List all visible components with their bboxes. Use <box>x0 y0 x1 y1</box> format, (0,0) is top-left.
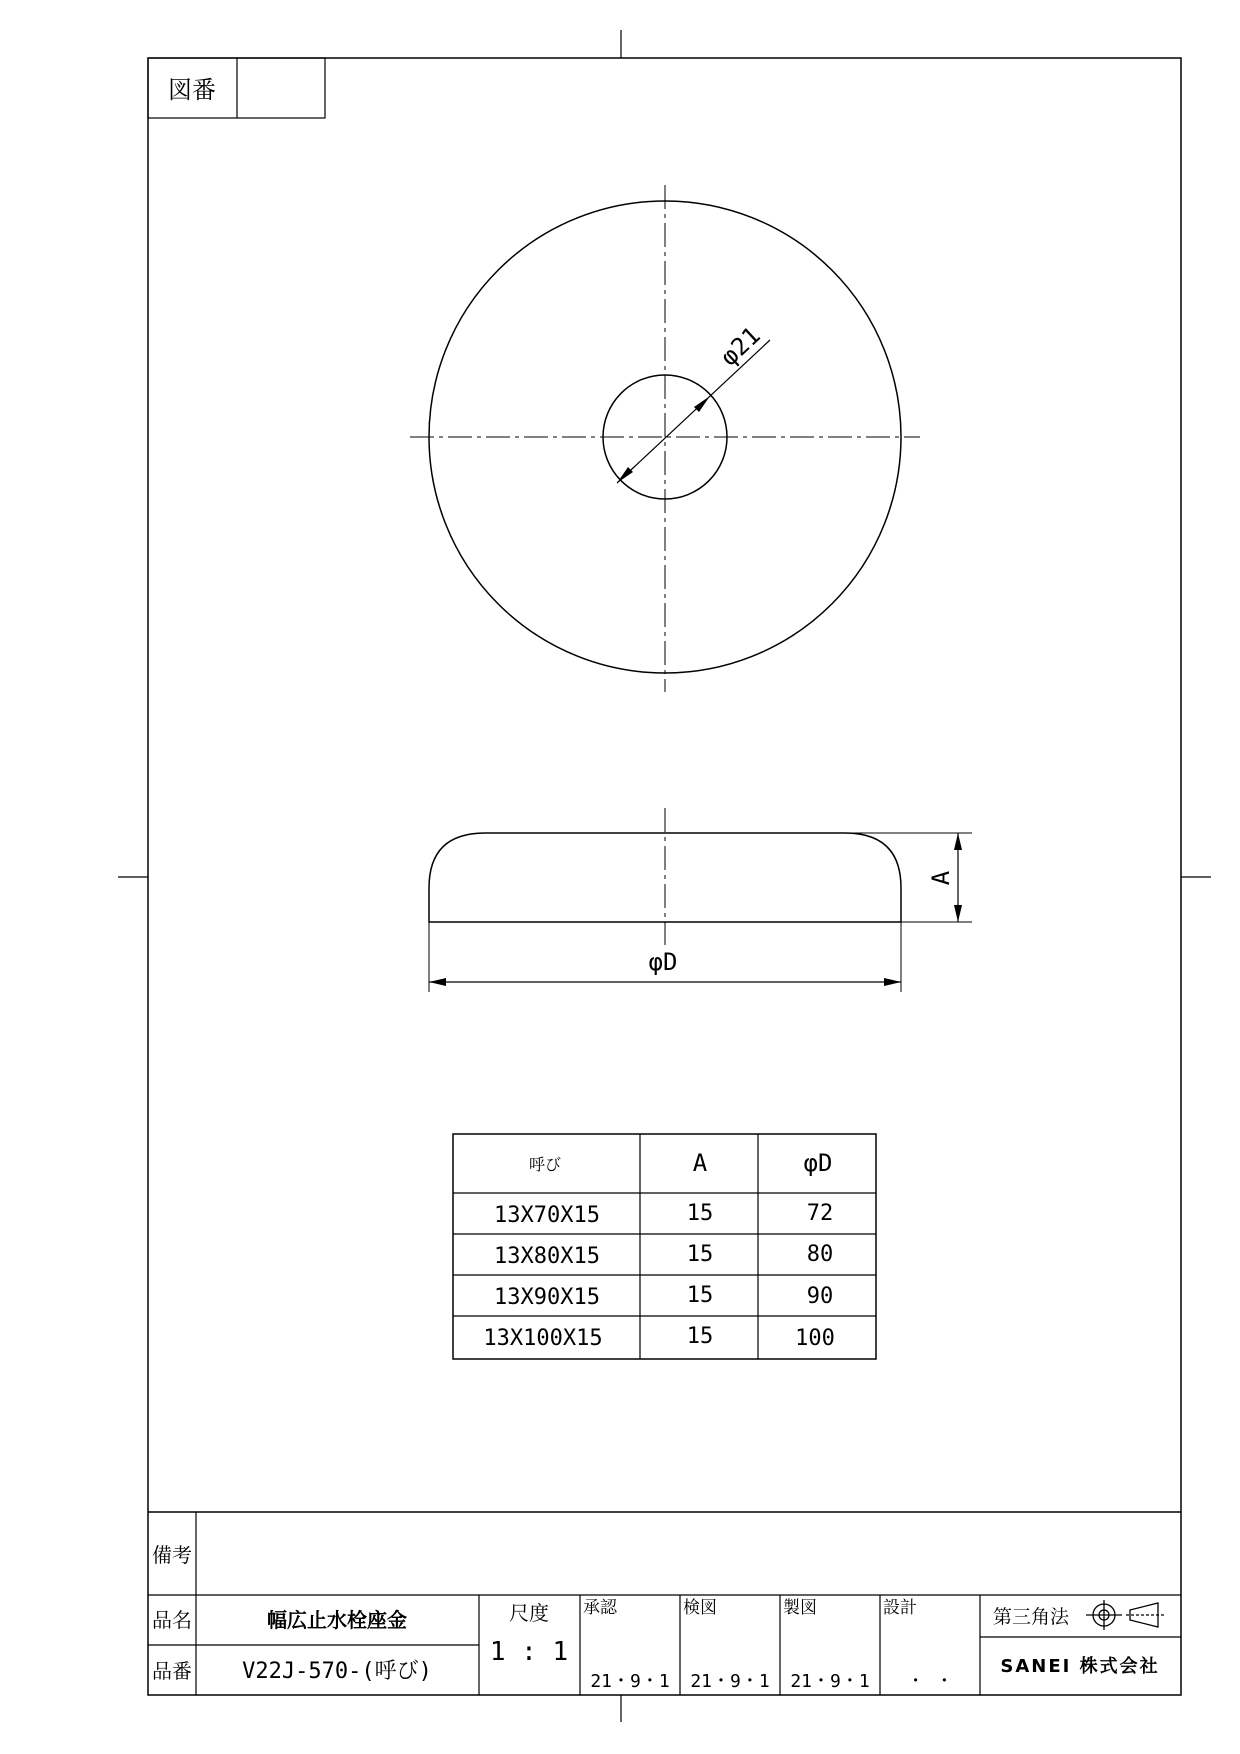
table-cell: 13X80X15 <box>494 1244 600 1269</box>
diameter-arrow-right <box>884 978 901 986</box>
hole-dimension-label: φ21 <box>714 321 766 372</box>
company-name: SANEI 株式会社 <box>1000 1656 1160 1677</box>
height-dimension-label: A <box>927 870 955 886</box>
part-name-label: 品名 <box>152 1608 192 1632</box>
table-cell: 72 <box>806 1201 834 1226</box>
table-header-nominal: 呼び <box>528 1155 562 1174</box>
table-cell: 15 <box>686 1201 714 1226</box>
draft-label: 製図 <box>783 1598 817 1618</box>
table-cell: 100 <box>795 1326 835 1351</box>
part-number-value: V22J-570-(呼び) <box>242 1659 432 1684</box>
approval-date: 21・9・1 <box>590 1671 670 1692</box>
table-header-d: φD <box>803 1149 833 1177</box>
projection-label: 第三角法 <box>993 1606 1070 1628</box>
table-cell: 15 <box>686 1324 714 1349</box>
table-cell: 13X100X15 <box>483 1326 603 1351</box>
table-cell: 15 <box>686 1283 714 1308</box>
height-arrow-top <box>954 833 962 850</box>
diameter-arrow-left <box>429 978 446 986</box>
scale-label: 尺度 <box>509 1601 549 1625</box>
diameter-dimension-label: φD <box>648 948 678 976</box>
part-number-label: 品番 <box>152 1659 192 1683</box>
third-angle-projection-icon <box>1086 1600 1164 1630</box>
check-date: 21・9・1 <box>690 1671 770 1692</box>
top-view <box>410 185 920 692</box>
side-view <box>429 808 972 992</box>
draft-date: 21・9・1 <box>790 1671 870 1692</box>
scale-value: 1 : 1 <box>489 1637 569 1667</box>
drawing-number-label: 図番 <box>168 76 216 104</box>
design-label: 設計 <box>883 1598 917 1618</box>
check-label: 検図 <box>683 1598 717 1618</box>
drawing-number-box <box>148 58 325 118</box>
part-name-value: 幅広止水栓座金 <box>267 1608 407 1632</box>
table-header-a: A <box>692 1149 708 1177</box>
table-cell: 15 <box>686 1242 714 1267</box>
hole-dimension-line <box>617 340 770 483</box>
hole-dim-arrow-1 <box>617 467 633 483</box>
table-cell: 90 <box>806 1284 834 1309</box>
design-date: ・ ・ <box>906 1671 954 1692</box>
size-table-rows <box>483 1201 834 1351</box>
approval-label: 承認 <box>583 1598 617 1618</box>
height-arrow-bottom <box>954 905 962 922</box>
size-table-header <box>529 1149 832 1177</box>
remarks-label: 備考 <box>152 1543 192 1567</box>
table-cell: 13X90X15 <box>494 1285 600 1310</box>
table-cell: 13X70X15 <box>494 1203 600 1228</box>
table-cell: 80 <box>806 1242 834 1267</box>
